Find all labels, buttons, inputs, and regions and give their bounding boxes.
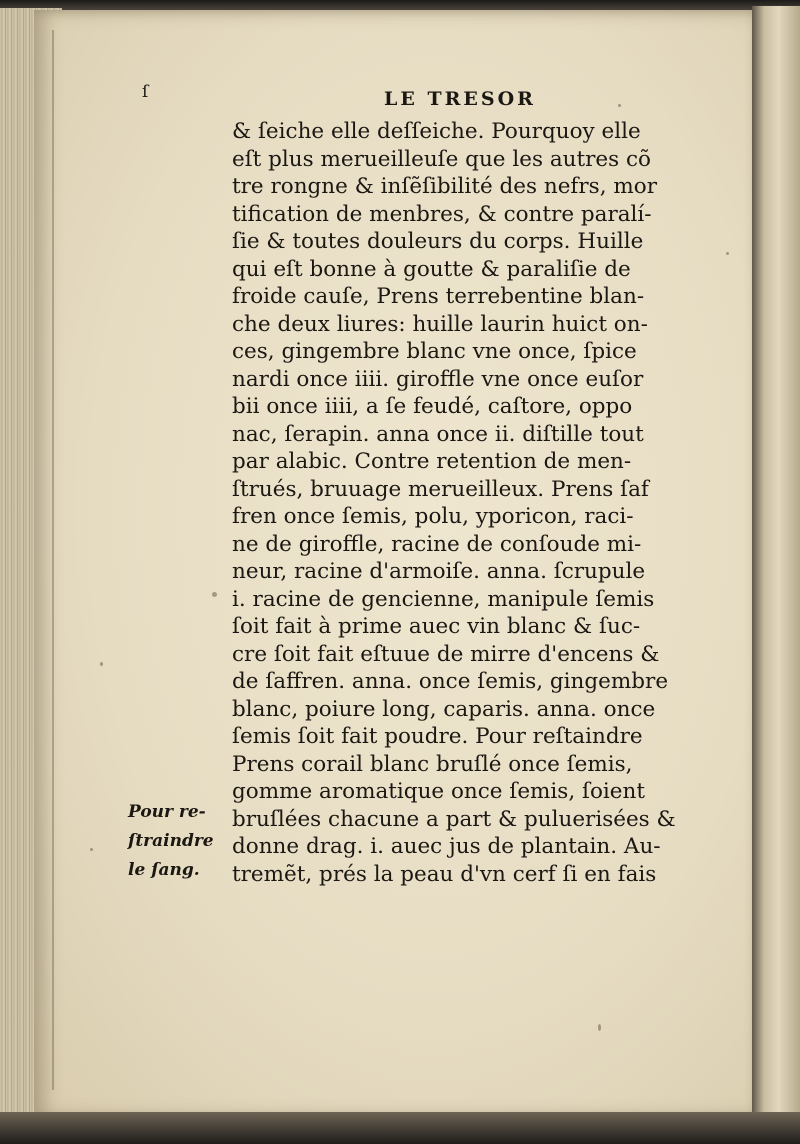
text-line: tre rongne & inſẽſibilité des nefrs, mor [232, 174, 657, 199]
text-line: che deux liures: huille laurin huict on- [232, 311, 648, 337]
text-line: donne drag. i. auec jus de plantain. Au- [232, 834, 661, 859]
marginal-note-line: ſtraindre [128, 831, 214, 851]
text-line: fren once ſemis, polu, yporicon, raci- [232, 504, 634, 529]
text-line: blanc, poiure long, caparis. anna. once [232, 696, 656, 722]
text-line: i. racine de gencienne, manipule ſemis [232, 586, 655, 612]
text-line: nardi once iiii. giroffle vne once euſor [232, 366, 644, 392]
marginal-note [128, 798, 236, 885]
text-line: ſoit fait à prime auec vin blanc & ſuc- [232, 614, 641, 639]
text-line: froide cauſe, Prens terrebentine blan- [232, 284, 645, 309]
text-line: bruſlées chacune a part & puluerisées & [232, 806, 676, 832]
marginal-note-line: Pour re- [128, 802, 206, 822]
text-line: tification de menbres, & contre paralí- [232, 201, 652, 227]
text-line: ſemis ſoit fait poudre. Pour reſtaindre [232, 724, 643, 749]
text-line: bii once iiii, a ſe feudé, caſtore, oppo [232, 394, 633, 419]
text-line: neur, racine d'armoiſe. anna. ſcrupule [232, 559, 646, 584]
text-line: ne de giroffle, racine de conſoude mi- [232, 531, 642, 557]
page-signature-mark: ſ [142, 82, 149, 102]
text-line: & ſeiche elle deſſeiche. Pourquoy elle [232, 119, 641, 144]
text-line: Prens corail blanc bruſlé once ſemis, [232, 751, 633, 777]
text-line: de ſaffren. anna. once ſemis, gingembre [232, 669, 669, 694]
text-line: tremẽt, prés la peau d'vn cerf ſi en fais [232, 861, 657, 887]
text-line: gomme aromatique once ſemis, ſoient [232, 779, 645, 804]
book-bottom-edge [0, 1112, 800, 1144]
text-line: ſie & toutes douleurs du corps. Huille [232, 229, 644, 254]
gutter-shadow [52, 30, 54, 1090]
body-text [232, 118, 752, 888]
text-line: par alabic. Contre retention de men- [232, 449, 632, 474]
marginal-note-line: le ſang. [128, 860, 200, 880]
text-line: nac, ſerapin. anna once ii. diſtille tout [232, 421, 644, 447]
text-line: qui eſt bonne à goutte & paraliſie de [232, 256, 631, 282]
book-fore-edge [752, 6, 800, 1118]
text-line: ſtrués, bruuage merueilleux. Prens ſaf [232, 476, 649, 502]
text-line: eſt plus merueilleuſe que les autres cõ [232, 146, 651, 172]
text-line: cre ſoit fait eſtuue de mirre d'encens & [232, 641, 660, 667]
text-line: ces, gingembre blanc vne once, ſpice [232, 339, 637, 364]
running-head: LE TRESOR [384, 88, 536, 110]
